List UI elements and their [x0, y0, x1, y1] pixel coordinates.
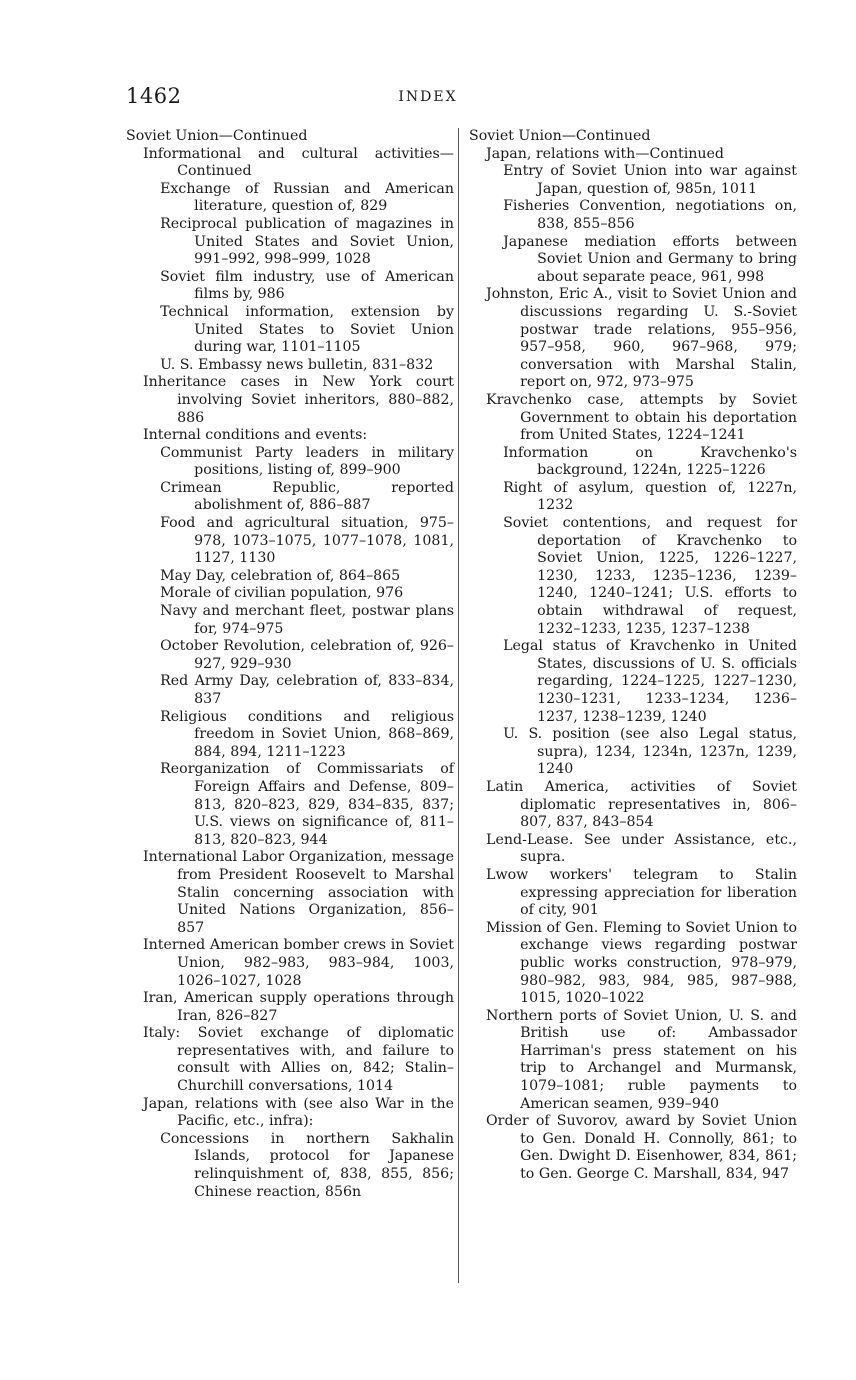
index-entry: Lend-Lease. See under Assistance, etc., supra.	[486, 831, 797, 866]
column-divider	[458, 128, 459, 1283]
index-entry: Japan, relations with—Continued	[486, 145, 724, 162]
index-entry: May Day, celebration of, 864–865	[160, 567, 401, 584]
index-entry: Order of Suvorov, award by Soviet Union to Gen. Donald H. Connolly, 861; to Gen. Dwight D. Eisenhower, 834, 861; to Gen. George C. Marshall, 834, 947	[486, 1113, 797, 1183]
index-entry: Red Army Day, celebration of, 833–834, 837	[160, 673, 454, 707]
index-entry: Concessions in northern Sakhalin Islands, protocol for Japanese relinquishment of, 838, 855, 856; Chinese reaction, 856n	[160, 1130, 454, 1200]
index-entry: Mission of Gen. Fleming to Soviet Union to exchange views regarding postwar public works construction, 978–979, 980–982, 983, 984, 985, 987–988, 1015, 1020–1022	[486, 919, 797, 1007]
index-entry: Legal status of Kravchenko in United States, discussions of U. S. officials regarding, 1224–1225, 1227–1230, 1230–1231, 1233–1234, 1236–1237, 1238–1239, 1240	[503, 638, 797, 725]
index-entry: Soviet Union—Continued	[469, 128, 651, 144]
index-entry: Italy: Soviet exchange of diplomatic representatives with, and failure to consult with Allies on, 842; Stalin–Churchill conversations, 1014	[143, 1025, 454, 1095]
index-entry: Inheritance cases in New York court involving Soviet inheritors, 880–882, 886	[143, 374, 454, 426]
index-entry: Soviet contentions, and request for deportation of Kravchenko to Soviet Union, 1225, 1226–1227, 1230, 1233, 1235–1236, 1239–1240, 1240–1241; U.S. efforts to obtain withdrawal of request, 1232–1233, 1235, 1237–1238	[503, 515, 797, 637]
running-title: INDEX	[398, 89, 458, 105]
page-number: 1462	[126, 84, 182, 108]
index-entry: Religious conditions and religious freedom in Soviet Union, 868–869, 884, 894, 1211–1223	[160, 708, 454, 760]
index-entry: International Labor Organization, message from President Roosevelt to Marshal Stalin concerning association with United Nations Organization, 856–857	[143, 849, 454, 936]
index-entry: Technical information, extension by United States to Soviet Union during war, 1101–1105	[160, 303, 454, 356]
index-entry: Information on Kravchenko's background, 1224n, 1225–1226	[503, 444, 797, 479]
index-entry: Latin America, activities of Soviet diplomatic representatives in, 806–807, 837, 843–854	[486, 778, 797, 831]
index-entry: Exchange of Russian and American literature, question of, 829	[160, 180, 454, 215]
index-entry: Food and agricultural situation, 975–978, 1073–1075, 1077–1078, 1081, 1127, 1130	[160, 515, 454, 567]
index-entry: U. S. position (see also Legal status, supra), 1234, 1234n, 1237n, 1239, 1240	[503, 726, 797, 778]
right-column	[469, 128, 797, 1184]
index-entry: Entry of Soviet Union into war against Japan, question of, 985n, 1011	[503, 163, 797, 197]
index-entry: October Revolution, celebration of, 926–927, 929–930	[160, 638, 454, 672]
index-entry: Fisheries Convention, negotiations on, 838, 855–856	[503, 198, 797, 232]
index-entry: Japan, relations with (see also War in the Pacific, etc., infra):	[143, 1095, 454, 1130]
index-entry: Japanese mediation efforts between Soviet Union and Germany to bring about separate peace, 961, 998	[503, 233, 797, 285]
index-entry: Soviet film industry, use of American films by, 986	[160, 268, 454, 303]
index-entry: Johnston, Eric A., visit to Soviet Union and discussions regarding U. S.-Soviet postwar trade relations, 955–956, 957–958, 960, 967–968, 979; conversation with Marshal Stalin, report on, 972, 973–975	[486, 286, 797, 391]
left-column	[126, 128, 454, 1201]
index-entry: Communist Party leaders in military positions, listing of, 899–900	[160, 444, 454, 479]
page-header	[126, 84, 730, 112]
index-entry: Morale of civilian population, 976	[160, 585, 404, 602]
index-entry: Interned American bomber crews in Soviet Union, 982–983, 983–984, 1003, 1026–1027, 1028	[143, 937, 454, 989]
index-entry: Reorganization of Commissariats of Foreign Affairs and Defense, 809–813, 820–823, 829, 834–835, 837; U.S. views on significance of, 811–813, 820–823, 944	[160, 761, 454, 848]
index-entry: Right of asylum, question of, 1227n, 1232	[503, 479, 797, 514]
index-entry: Lwow workers' telegram to Stalin expressing appreciation for liberation of city, 901	[486, 866, 797, 919]
index-entry: U. S. Embassy news bulletin, 831–832	[160, 356, 434, 373]
index-entry: Kravchenko case, attempts by Soviet Government to obtain his deportation from United States, 1224–1241	[486, 391, 797, 444]
index-entry: Northern ports of Soviet Union, U. S. and British use of: Ambassador Harriman's press statement on his trip to Archangel and Murmansk, 1079–1081; ruble payments to American seamen, 939–940	[486, 1007, 797, 1112]
index-entry: Soviet Union—Continued	[126, 128, 308, 144]
index-entry: Internal conditions and events:	[143, 427, 368, 444]
index-entry: Crimean Republic, reported abolishment of, 886–887	[160, 479, 454, 514]
index-entry: Informational and cultural activities—Continued	[143, 145, 454, 180]
index-entry: Reciprocal publication of magazines in United States and Soviet Union, 991–992, 998–999, 1028	[160, 215, 454, 268]
index-entry: Iran, American supply operations through Iran, 826–827	[143, 990, 454, 1024]
index-entry: Navy and merchant fleet, postwar plans for, 974–975	[160, 603, 454, 637]
